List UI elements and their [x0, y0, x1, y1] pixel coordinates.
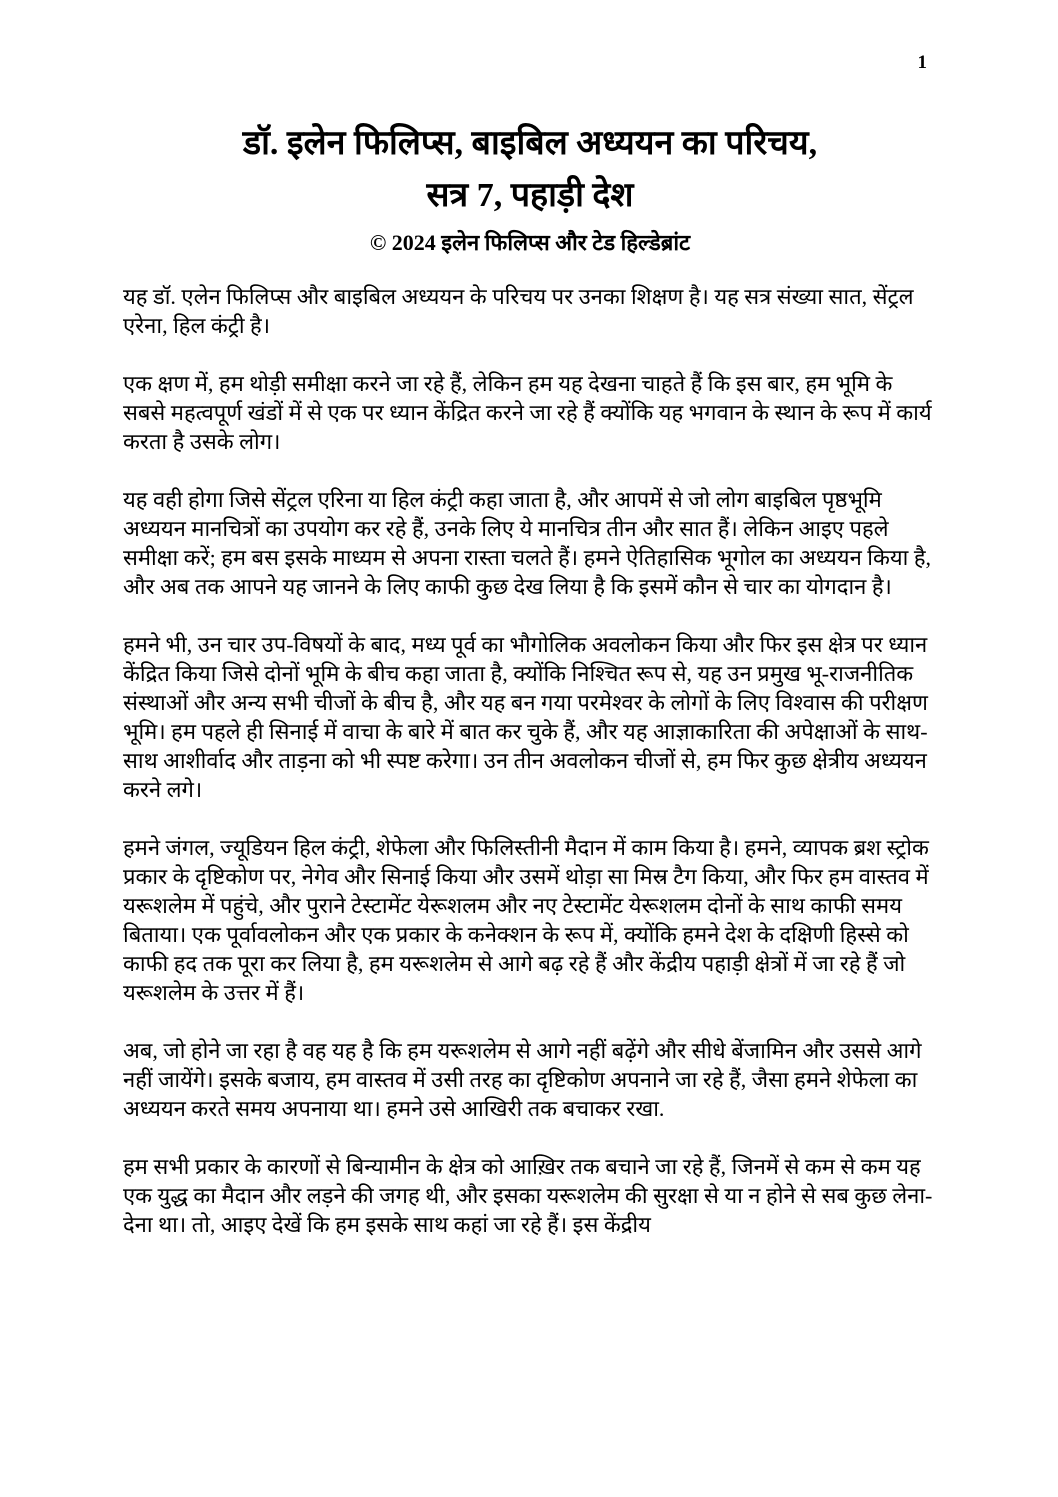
page-number: 1: [917, 52, 927, 73]
paragraph-6: अब, जो होने जा रहा है वह यह है कि हम यरूशलेम से आगे नहीं बढ़ेंगे और सीधे बेंजामिन और उससे आगे नहीं जायेंगे। इसके बजाय, हम वास्तव में उसी तरह का दृष्टिकोण अपनाने जा रहे हैं, जैसा हमने शेफेला का अध्ययन करते समय अपनाया था। हमने उसे आखिरी तक बचाकर रखा.: [123, 1038, 922, 1121]
paragraph-2: एक क्षण में, हम थोड़ी समीक्षा करने जा रहे हैं, लेकिन हम यह देखना चाहते हैं कि इस बार, हम भूमि के सबसे महत्वपूर्ण खंडों में से एक पर ध्यान केंद्रित करने जा रहे हैं क्योंकि यह भगवान के स्थान के रूप में कार्य करता है उसके लोग।: [123, 371, 932, 454]
title-line-2: सत्र 7, पहाड़ी देश: [426, 177, 634, 214]
title-line-1: डॉ. इलेन फिलिप्स, बाइबिल अध्ययन का परिचय,: [242, 125, 818, 162]
paragraph-7: हम सभी प्रकार के कारणों से बिन्यामीन के क्षेत्र को आख़िर तक बचाने जा रहे हैं, जिनमें से कम से कम यह एक युद्ध का मैदान और लड़ने की जगह थी, और इसका यरूशलेम की सुरक्षा से या न होने से सब कुछ लेना-देना था। तो, आइए देखें कि हम इसके साथ कहां जा रहे हैं। इस केंद्रीय: [123, 1154, 933, 1237]
document-title: [123, 118, 937, 222]
paragraph-4: हमने भी, उन चार उप-विषयों के बाद, मध्य पूर्व का भौगोलिक अवलोकन किया और फिर इस क्षेत्र पर ध्यान केंद्रित किया जिसे दोनों भूमि के बीच कहा जाता है, क्योंकि निश्चित रूप से, यह उन प्रमुख भू-राजनीतिक संस्थाओं और अन्य सभी चीजों के बीच है, और यह बन गया परमेश्वर के लोगों के लिए विश्वास की परीक्षण भूमि। हम पहले ही सिनाई में वाचा के बारे में बात कर चुके हैं, और यह आज्ञाकारिता की अपेक्षाओं के साथ-साथ आशीर्वाद और ताड़ना को भी स्पष्ट करेगा। उन तीन अवलोकन चीजों से, हम फिर कुछ क्षेत्रीय अध्ययन करने लगे।: [123, 632, 928, 802]
document-body: [123, 282, 937, 1239]
paragraph-1: यह डॉ. एलेन फिलिप्स और बाइबिल अध्ययन के परिचय पर उनका शिक्षण है। यह सत्र संख्या सात, सेंट्रल एरेना, हिल कंट्री है।: [123, 284, 914, 338]
paragraph-3: यह वही होगा जिसे सेंट्रल एरिना या हिल कंट्री कहा जाता है, और आपमें से जो लोग बाइबिल पृष्ठभूमि अध्ययन मानचित्रों का उपयोग कर रहे हैं, उनके लिए ये मानचित्र तीन और सात हैं। लेकिन आइए पहले समीक्षा करें; हम बस इसके माध्यम से अपना रास्ता चलते हैं। हमने ऐतिहासिक भूगोल का अध्ययन किया है, और अब तक आपने यह जानने के लिए काफी कुछ देख लिया है कि इसमें कौन से चार का योगदान है।: [123, 487, 932, 599]
copyright-line: © 2024 इलेन फिलिप्स और टेड हिल्डेब्रांट: [369, 230, 691, 255]
paragraph-5: हमने जंगल, ज्यूडियन हिल कंट्री, शेफेला और फिलिस्तीनी मैदान में काम किया है। हमने, व्यापक ब्रश स्ट्रोक प्रकार के दृष्टिकोण पर, नेगेव और सिनाई किया और उसमें थोड़ा सा मिस्र टैग किया, और फिर हम वास्तव में यरूशलेम में पहुंचे, और पुराने टेस्टामेंट येरूशलम और नए टेस्टामेंट येरूशलम दोनों के साथ काफी समय बिताया। एक पूर्वावलोकन और एक प्रकार के कनेक्शन के रूप में, क्योंकि हमने देश के दक्षिणी हिस्से को काफी हद तक पूरा कर लिया है, हम यरूशलेम से आगे बढ़ रहे हैं और केंद्रीय पहाड़ी क्षेत्रों में जा रहे हैं जो यरूशलेम के उत्तर में हैं।: [123, 835, 929, 1005]
